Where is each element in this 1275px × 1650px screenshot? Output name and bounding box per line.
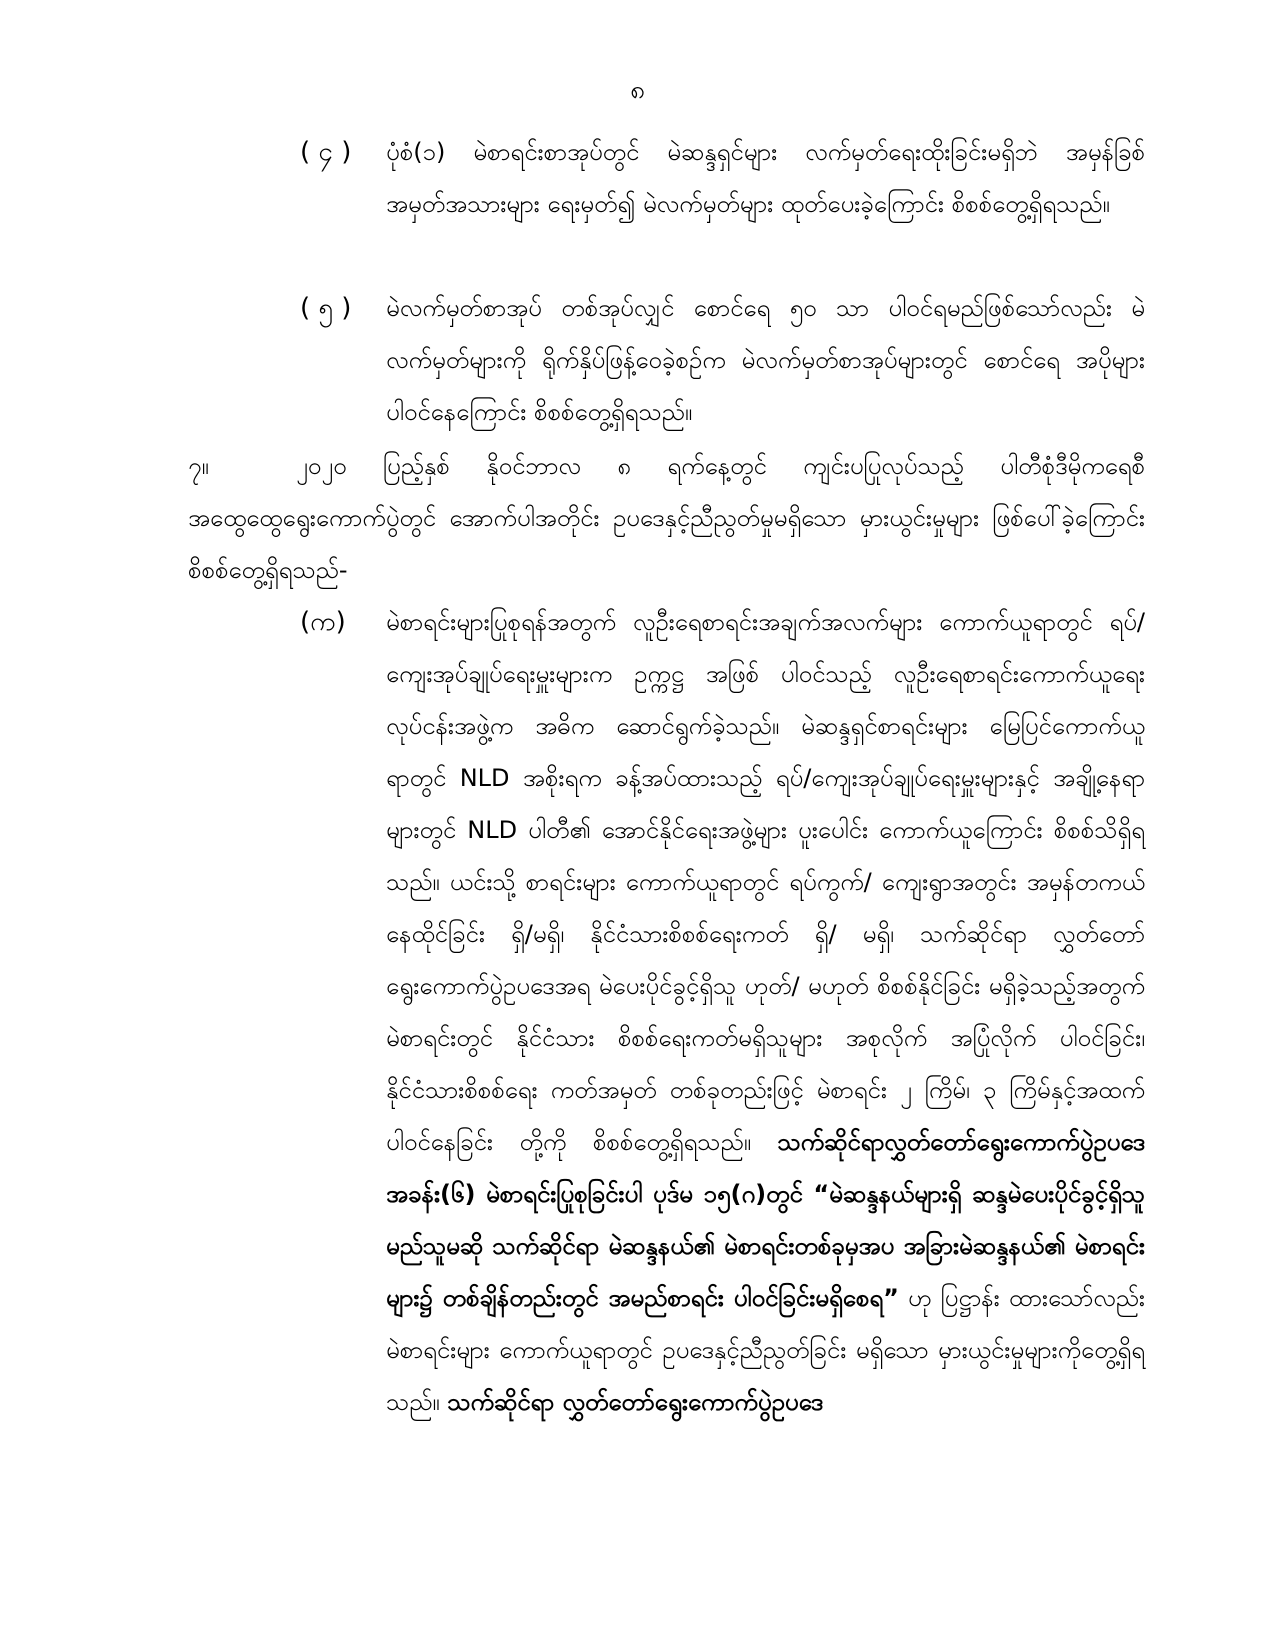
item-label: ( ၅ ) [300, 293, 352, 323]
law-citation-bold: သက်ဆိုင်ရာလွှတ်တော်ရွေးကောက်ပွဲဥပဒေ အခန်း(၆) မဲစာရင်းပြုစုခြင်းပါ ပုဒ်မ ၁၅(ဂ)တွင် “မဲဆန္ဒနယ်များရှိ ဆန္ဒမဲပေးပိုင်ခွင့်ရှိသူ မည်သူမဆို သက်ဆိုင်ရာ မဲဆန္ဒနယ်၏ မဲစာရင်းတစ်ခုမှအပ အခြားမဲဆန္ဒနယ်၏ မဲစာရင်းများ၌ တစ်ချိန်တည်းတွင် အမည်စာရင်း ပါဝင်ခြင်းမရှိစေရ” [386, 1128, 1145, 1312]
item-label: (က) [300, 607, 346, 637]
paragraph-number: ၇။ [188, 452, 209, 480]
law-reference-bold: သက်ဆိုင်ရာ လွှတ်တော်ရွေးကောက်ပွဲဥပဒေ [447, 1388, 824, 1416]
paragraph-7 [188, 440, 1145, 596]
item-text: ပုံစံ(၁) မဲစာရင်းစာအုပ်တွင် မဲဆန္ဒရှင်များ လက်မှတ်ရေးထိုးခြင်းမရှိဘဲ အမှန်ခြစ် အမှတ်အသားများ ရေးမှတ်၍ မဲလက်မှတ်များ ထုတ်ပေးခဲ့ကြောင်း စိစစ်တွေ့ရှိရသည်။ [386, 138, 1145, 218]
item-text [386, 596, 1145, 1428]
item-text-part: မဲစာရင်းများပြုစုရန်အတွက် လူဦးရေစာရင်းအချက်အလက်များ ကောက်ယူရာတွင် ရပ်/ကျေးအုပ်ချုပ်ရေးမှူးများက ဥက္ကဋ္ဌ အဖြစ် ပါဝင်သည့် လူဦးရေစာရင်းကောက်ယူရေးလုပ်ငန်းအဖွဲ့က အဓိက ဆောင်ရွက်ခဲ့သည်။ မဲဆန္ဒရှင်စာရင်းများ မြေပြင်ကောက်ယူရာတွင် NLD အစိုးရက ခန့်အပ်ထားသည့် ရပ်/ကျေးအုပ်ချုပ်ရေးမှူးများနှင့် အချို့နေရာများတွင် NLD ပါတီ၏ အောင်နိုင်ရေးအဖွဲ့များ ပူးပေါင်း ကောက်ယူကြောင်း စိစစ်သိရှိရသည်။ ယင်းသို့ စာရင်းများ ကောက်ယူရာတွင် ရပ်ကွက်/ ကျေးရွာအတွင်း အမှန်တကယ်နေထိုင်ခြင်း ရှိ/မရှိ၊ နိုင်ငံသားစိစစ်ရေးကတ် ရှိ/ မရှိ၊ သက်ဆိုင်ရာ လွှတ်တော်ရွေးကောက်ပွဲဥပဒေအရ မဲပေးပိုင်ခွင့်ရှိသူ ဟုတ်/ မဟုတ် စိစစ်နိုင်ခြင်း မရှိခဲ့သည့်အတွက် မဲစာရင်းတွင် နိုင်ငံသား စိစစ်ရေးကတ်မရှိသူများ အစုလိုက် အပြုံလိုက် ပါဝင်ခြင်း၊ နိုင်ငံသားစိစစ်ရေး ကတ်အမှတ် တစ်ခုတည်းဖြင့် မဲစာရင်း ၂ ကြိမ်၊ ၃ ကြိမ်နှင့်အထက် ပါဝင်နေခြင်း တို့ကို စိစစ်တွေ့ရှိရသည်။ [386, 608, 1145, 1156]
page-number: ၈ [630, 75, 645, 105]
item-text-part: ဟု ပြဋ္ဌာန်း ထားသော်လည်း မဲစာရင်းများ ကောက်ယူရာတွင် ဥပဒေနှင့်ညီညွတ်ခြင်း မရှိသော မှားယွင်းမှုများကိုတွေ့ရှိရသည်။ [386, 1284, 1145, 1416]
item-label: ( ၄ ) [300, 137, 352, 167]
item-text: မဲလက်မှတ်စာအုပ် တစ်အုပ်လျှင် စောင်ရေ ၅၀ သာ ပါဝင်ရမည်ဖြစ်သော်လည်း မဲလက်မှတ်များကို ရိုက်နှိပ်ဖြန့်ဝေခဲ့စဉ်က မဲလက်မှတ်စာအုပ်များတွင် စောင်ရေ အပိုများ ပါဝင်နေကြောင်း စိစစ်တွေ့ရှိရသည်။ [386, 294, 1145, 426]
paragraph-text: ၂၀၂၀ ပြည့်နှစ် နိုဝင်ဘာလ ၈ ရက်နေ့တွင် ကျင်းပပြုလုပ်သည့် ပါတီစုံဒီမိုကရေစီ အထွေထွေရွေးကောက်ပွဲတွင် အောက်ပါအတိုင်း ဥပဒေနှင့်ညီညွတ်မှုမရှိသော မှားယွင်းမှုများ ဖြစ်ပေါ်ခဲ့ကြောင်း စိစစ်တွေ့ရှိရသည်- [188, 452, 1145, 584]
